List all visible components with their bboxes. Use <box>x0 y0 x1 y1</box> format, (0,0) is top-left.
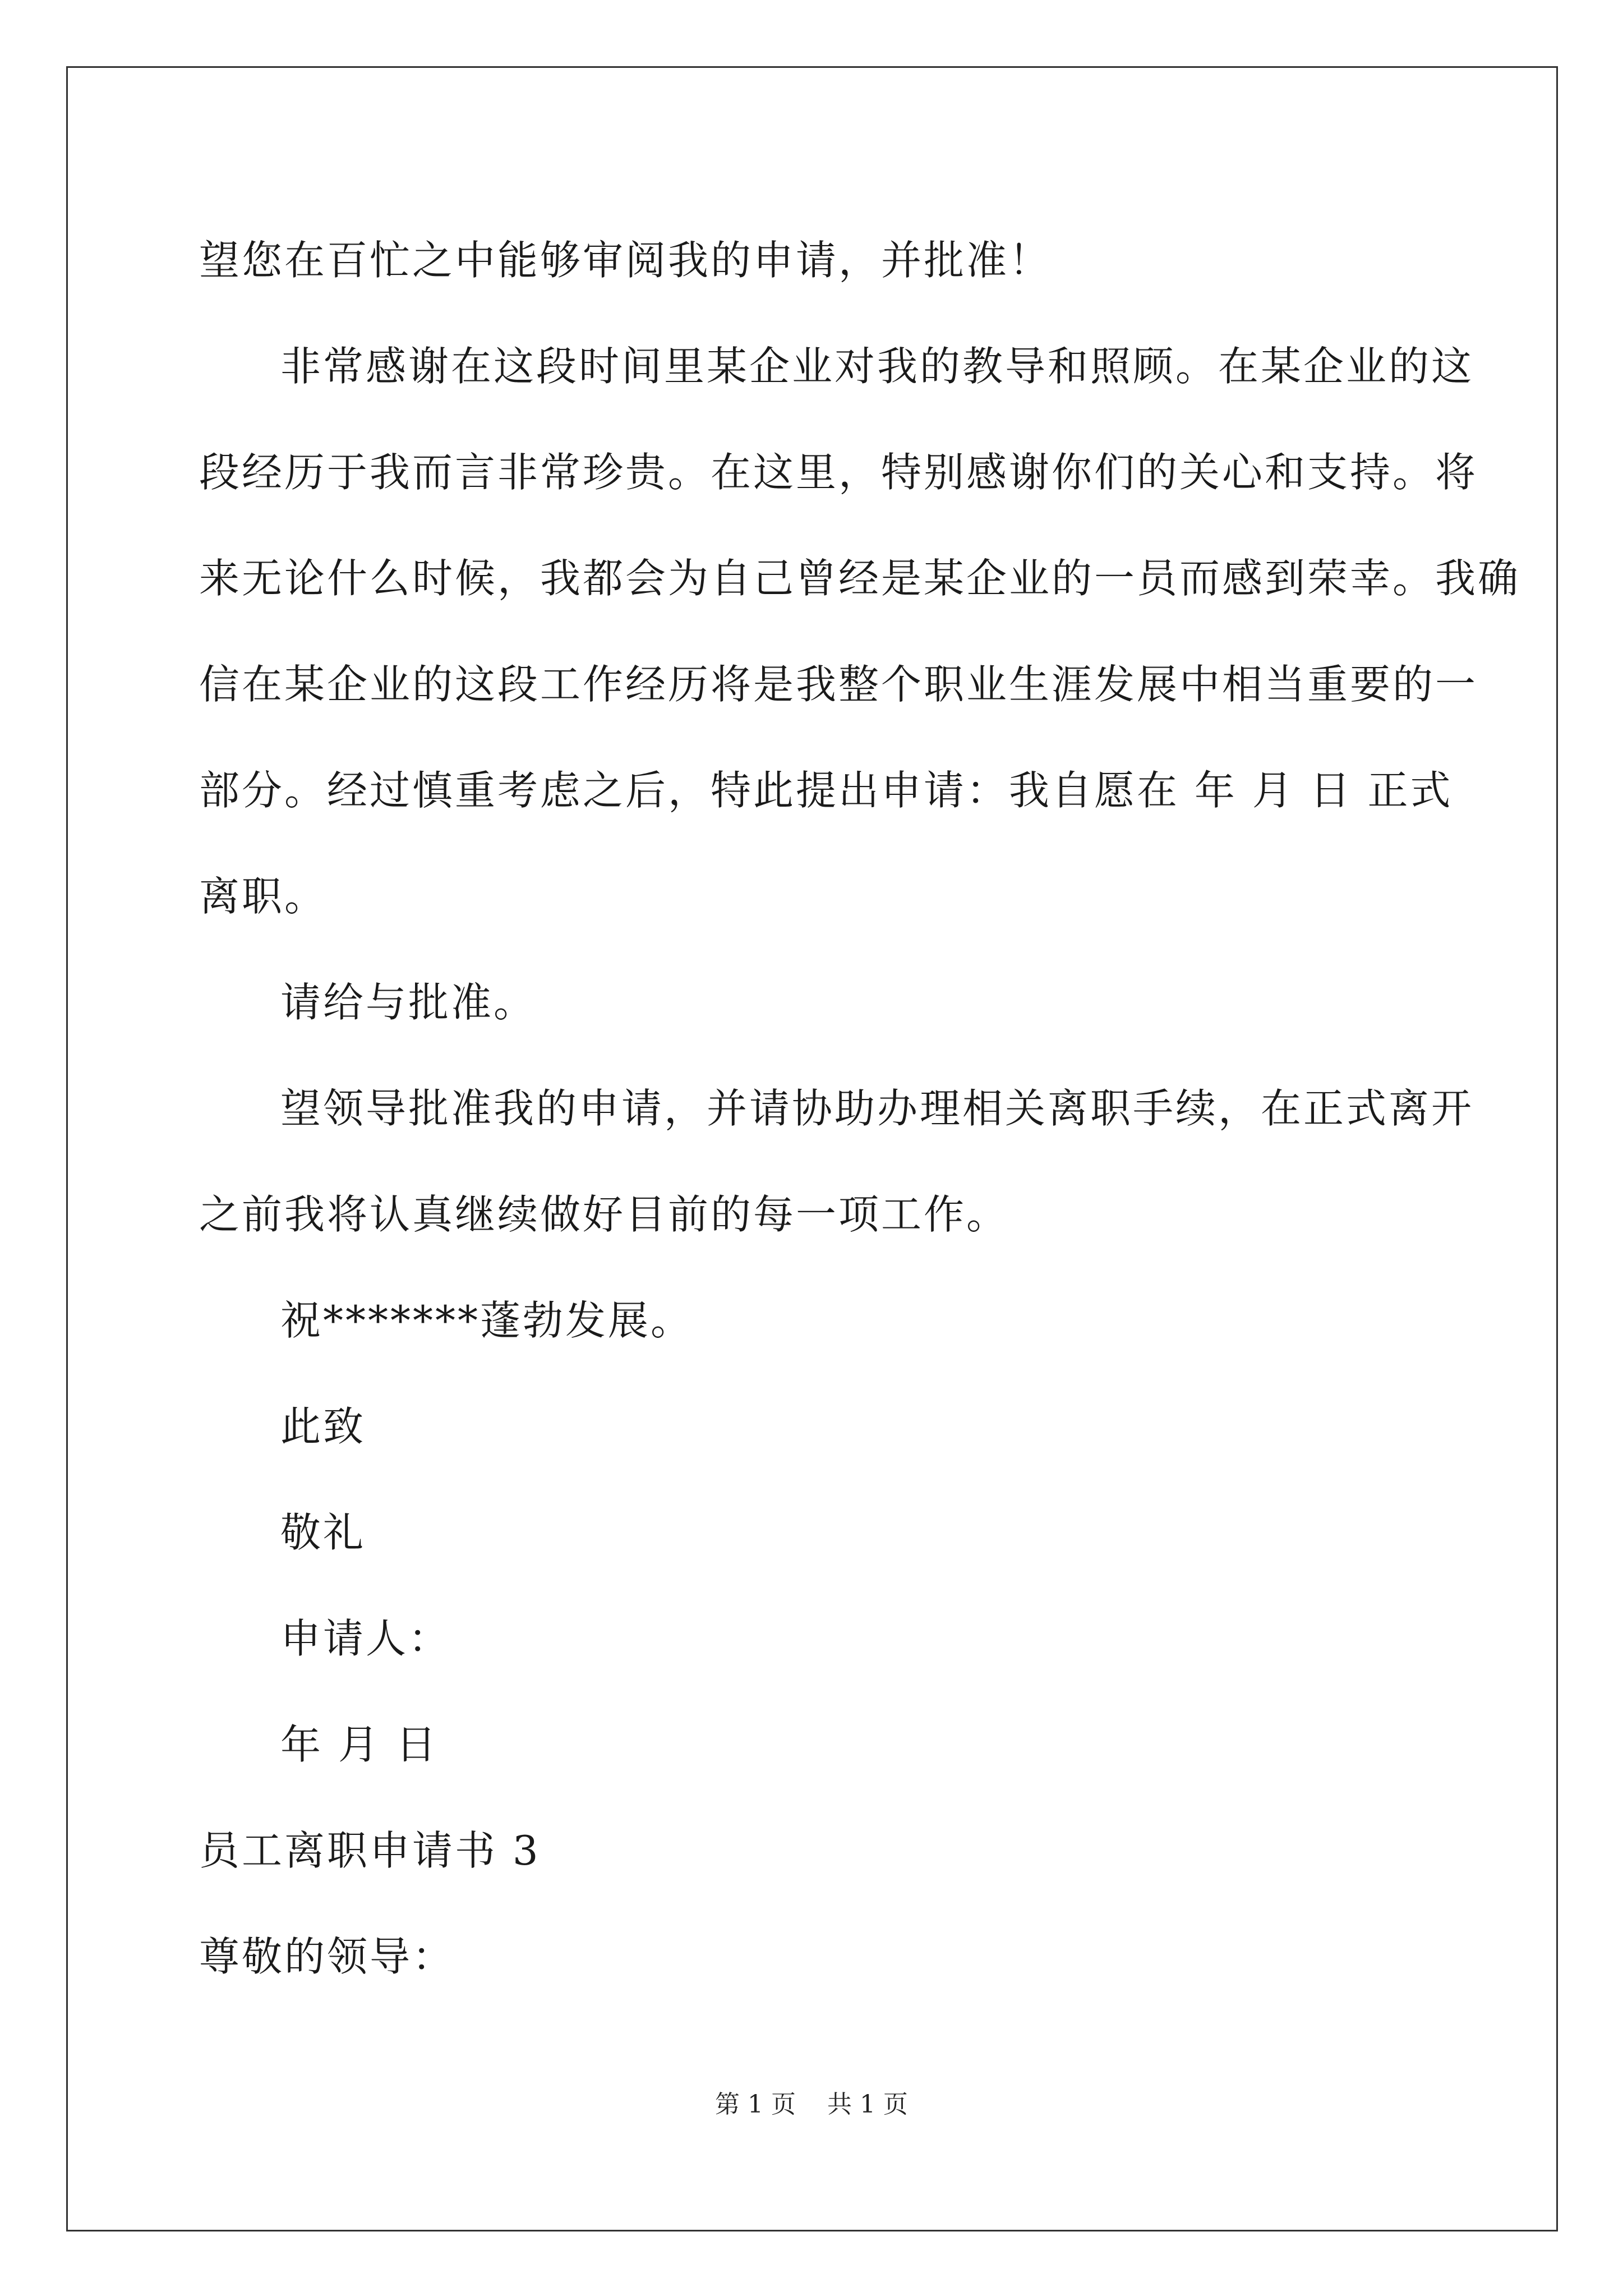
paragraph-line: 之前我将认真继续做好目前的每一项工作。 <box>199 1191 1009 1238</box>
paragraph-line: 望领导批准我的申请，并请协助办理相关离职手续，在正式离开 <box>280 1085 1474 1132</box>
paragraph-line: 祝*******蓬勃发展。 <box>280 1297 694 1344</box>
page-footer: 第 1 页 共 1 页 <box>715 2090 908 2119</box>
closing-line: 敬礼 <box>280 1509 366 1556</box>
paragraph-line: 信在某企业的这段工作经历将是我整个职业生涯发展中相当重要的一 <box>199 661 1478 708</box>
paragraph-line: 离职。 <box>199 873 328 920</box>
paragraph-line: 部分。经过慎重考虑之后，特此提出申请：我自愿在 年 月 日 正式 <box>199 767 1453 814</box>
paragraph-line: 段经历于我而言非常珍贵。在这里，特别感谢你们的关心和支持。将 <box>199 449 1478 496</box>
signature-line: 申请人： <box>280 1615 451 1662</box>
closing-line: 此致 <box>280 1403 366 1450</box>
paragraph-line: 请给与批准。 <box>280 979 537 1026</box>
date-line: 年 月 日 <box>280 1721 439 1768</box>
document-body <box>199 208 1521 2010</box>
paragraph-line: 来无论什么时候，我都会为自己曾经是某企业的一员而感到荣幸。我确 <box>199 555 1521 602</box>
paragraph-line: 望您在百忙之中能够审阅我的申请，并批准！ <box>199 237 1052 284</box>
salutation: 尊敬的领导： <box>199 1933 455 1980</box>
paragraph-line: 非常感谢在这段时间里某企业对我的教导和照顾。在某企业的这 <box>280 343 1474 390</box>
section-title: 员工离职申请书 3 <box>199 1827 541 1874</box>
